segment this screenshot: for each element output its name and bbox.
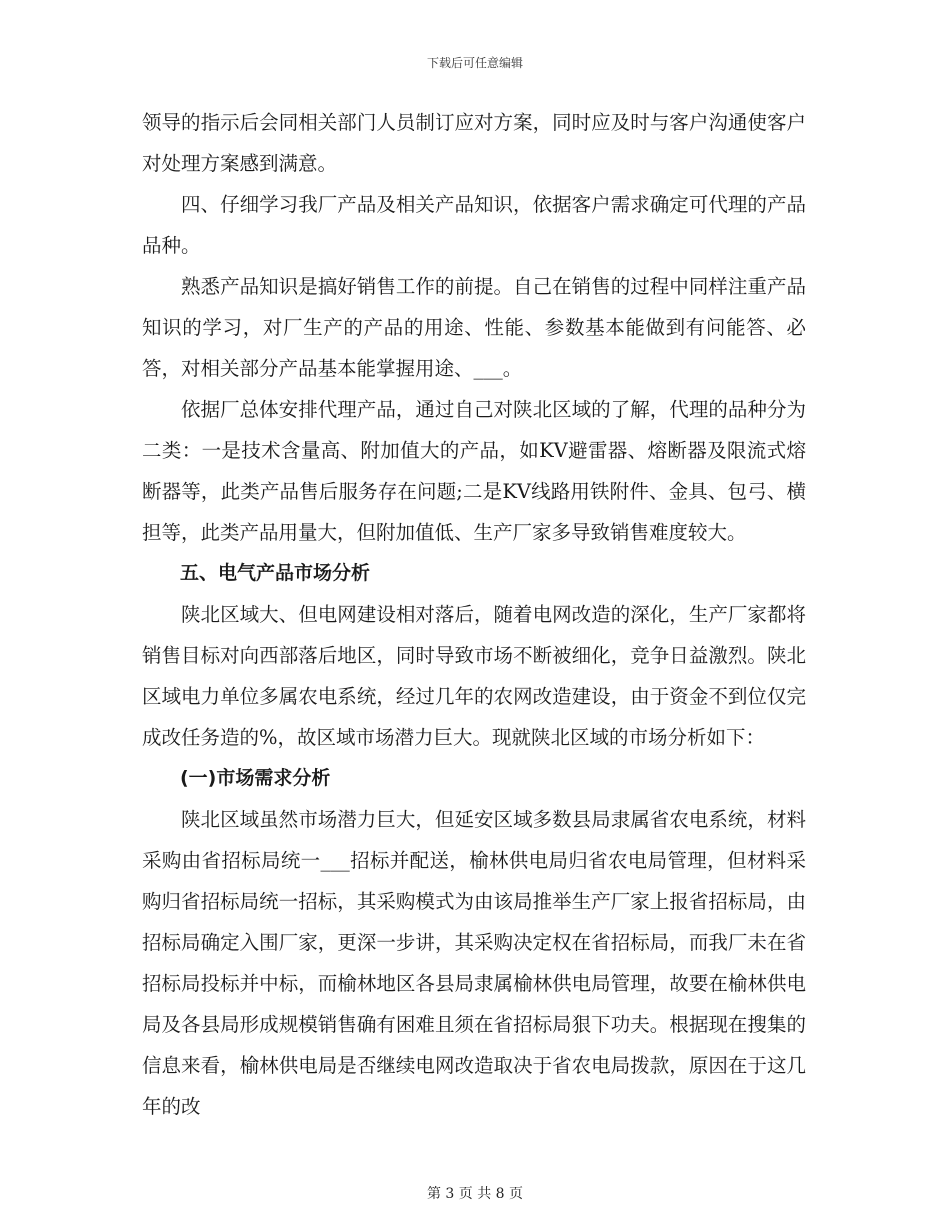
section-heading-market-analysis: 五、电气产品市场分析 (180, 562, 371, 584)
paragraph-product-knowledge: 熟悉产品知识是搞好销售工作的前提。自己在销售的过程中同样注重产品知识的学习，对厂生产的产品的用途、性能、参数基本能做到有问能答、必答，对相关部分产品基本能掌握用途、___。 (142, 275, 806, 380)
page-footer: 第 3 页 共 8 页 (426, 1186, 524, 1202)
paragraph-product-categories: 依据厂总体安排代理产品，通过自己对陕北区域的了解，代理的品种分为二类：一是技术含量高、附加值大的产品，如KV避雷器、熔断器及限流式熔断器等，此类产品售后服务存在问题;二是KV线路用铁附件、金具、包弓、横担等，此类产品用量大，但附加值低、生产厂家多导致销售难度较大。 (142, 398, 806, 544)
paragraph-continuation: 领导的指示后会同相关部门人员制订应对方案，同时应及时与客户沟通使客户对处理方案感到满意。 (142, 111, 806, 175)
document-body (142, 102, 806, 1127)
paragraph-market-overview: 陕北区域大、但电网建设相对落后，随着电网改造的深化，生产厂家都将销售目标对向西部落后地区，同时导致市场不断被细化，竞争日益激烈。陕北区域电力单位多属农电系统，经过几年的农网改造建设，由于资金不到位仅完成改任务造的%，故区域市场潜力巨大。现就陕北区域的市场分析如下： (142, 603, 806, 749)
page-header: 下载后可任意编辑 (426, 56, 523, 70)
paragraph-section-four: 四、仔细学习我厂产品及相关产品知识，依据客户需求确定可代理的产品品种。 (142, 193, 806, 257)
paragraph-demand-analysis: 陕北区域虽然市场潜力巨大，但延安区域多数县局隶属省农电系统，材料采购由省招标局统一___招标并配送，榆林供电局归省农电局管理，但材料采购归省招标局统一招标，其采购模式为由该局推举生产厂家上报省招标局，由招标局确定入围厂家，更深一步讲，其采购决定权在省招标局，而我厂未在省招标局投标并中标，而榆林地区各县局隶属榆林供电局管理，故要在榆林供电局及各县局形成规模销售确有困难且须在省招标局狠下功夫。根据现在搜集的信息来看，榆林供电局是否继续电网改造取决于省农电局拨款，原因在于这几年的改 (142, 808, 806, 1118)
subsection-heading-demand-analysis: (一)市场需求分析 (180, 767, 331, 789)
